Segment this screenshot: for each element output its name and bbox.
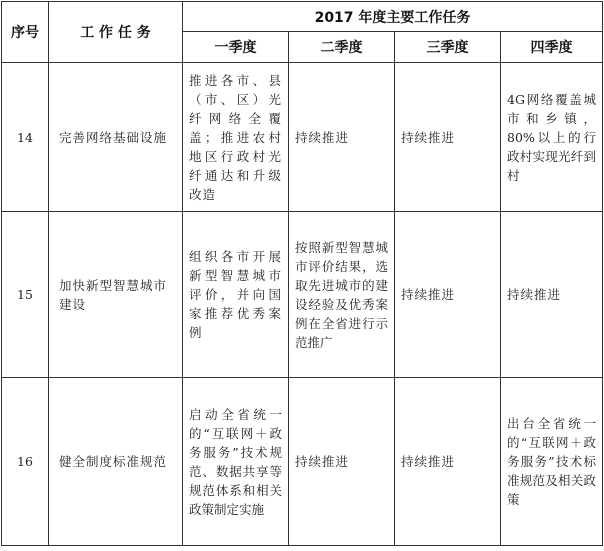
col-header-q4: 四季度 <box>501 32 603 63</box>
row-task: 加快新型智慧城市建设 <box>49 212 183 378</box>
row-q4: 4G网络覆盖城市和乡镇，80%以上的行政村实现光纤到村 <box>501 63 603 212</box>
col-header-q3: 三季度 <box>395 32 501 63</box>
header-row <box>2 2 603 32</box>
row-q2: 持续推进 <box>289 63 395 212</box>
col-header-task: 工 作 任 务 <box>49 2 183 63</box>
row-q1: 启动全省统一的“互联网＋政务服务”技术规范、数据共享等规范体系和相关政策制定实施 <box>183 378 289 546</box>
row-q4: 持续推进 <box>501 212 603 378</box>
row-q1: 组织各市开展新型智慧城市评价，并向国家推荐优秀案例 <box>183 212 289 378</box>
row-q2: 持续推进 <box>289 378 395 546</box>
table-row <box>2 212 603 378</box>
row-q2: 按照新型智慧城市评价结果，选取先进城市的建设经验及优秀案例在全省进行示范推广 <box>289 212 395 378</box>
row-task: 健全制度标准规范 <box>49 378 183 546</box>
row-q4: 出台全省统一的“互联网＋政务服务”技术标准规范及相关政策 <box>501 378 603 546</box>
table-row <box>2 378 603 546</box>
row-q3: 持续推进 <box>395 378 501 546</box>
col-header-index: 序号 <box>2 2 49 63</box>
col-header-q2: 二季度 <box>289 32 395 63</box>
row-index: 15 <box>2 212 49 378</box>
work-task-table <box>1 1 603 546</box>
row-index: 14 <box>2 63 49 212</box>
row-task: 完善网络基础设施 <box>49 63 183 212</box>
row-index: 16 <box>2 378 49 546</box>
row-q1: 推进各市、县（市、区）光纤网络全覆盖；推进农村地区行政村光纤通达和升级改造 <box>183 63 289 212</box>
table-row <box>2 63 603 212</box>
row-q3: 持续推进 <box>395 212 501 378</box>
row-q3: 持续推进 <box>395 63 501 212</box>
col-header-q1: 一季度 <box>183 32 289 63</box>
col-header-main: 2017 年度主要工作任务 <box>183 2 603 32</box>
